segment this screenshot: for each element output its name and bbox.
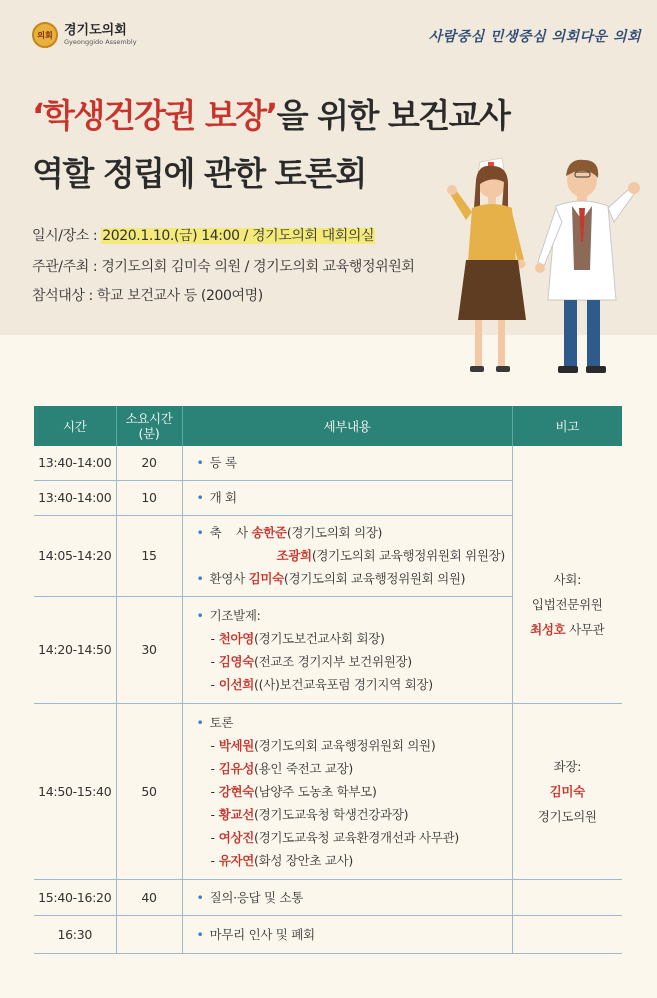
assembly-logo[interactable] — [32, 22, 137, 48]
col-header-minutes: 소요시간 (분) — [116, 406, 182, 446]
speaker-org: (경기도교육청 교육환경개선과 사무관) — [254, 829, 459, 845]
col-header-note: 비고 — [512, 406, 622, 446]
note-moderator-title: 입법전문위원 — [531, 596, 603, 612]
nurse-figure — [447, 158, 526, 372]
title-line1-rest: 을 위한 보건교사 — [276, 96, 510, 135]
detail-item: 질의·응답 및 소통 — [209, 889, 304, 905]
speaker-name: 김영숙 — [218, 653, 255, 669]
speaker-name: 유자연 — [218, 852, 255, 868]
speaker-org: (전교조 경기지부 보건위원장) — [254, 653, 412, 669]
speaker-name: 송한준 — [251, 525, 287, 540]
table-header-row — [34, 406, 622, 446]
speaker-name: 천아영 — [218, 630, 255, 646]
speaker-name: 박세원 — [218, 737, 255, 753]
logo-subtitle: Gyeonggido Assembly — [64, 37, 137, 46]
row-time: 16:30 — [34, 915, 116, 953]
note-moderator-name: 최성호 — [530, 621, 566, 637]
detail-item: 개 회 — [209, 490, 237, 505]
detail-item: 마무리 인사 및 폐회 — [209, 926, 315, 942]
row-minutes: 30 — [116, 596, 182, 703]
table-row — [34, 446, 622, 480]
row-minutes: 50 — [116, 703, 182, 879]
speaker-org: (경기도의회 교육행정위원회 의원) — [283, 571, 466, 586]
note-empty — [512, 915, 622, 953]
page-title-line1 — [32, 90, 509, 137]
speaker-name: 김미숙 — [248, 571, 284, 586]
row-minutes: 15 — [116, 515, 182, 596]
note-chair — [512, 703, 622, 879]
note-moderator-suffix: 사무관 — [565, 621, 605, 637]
speaker-name: 조광희 — [276, 548, 312, 563]
row-time: 13:40-14:00 — [34, 446, 116, 480]
detail-item: 토론 — [209, 714, 234, 730]
info-host: 주관/주최 : 경기도의회 김미숙 의원 / 경기도의회 교육행정위원회 — [32, 259, 415, 275]
row-time: 15:40-16:20 — [34, 879, 116, 915]
speaker-name: 여상진 — [218, 829, 255, 845]
detail-item: 기조발제: — [209, 607, 261, 623]
speaker-org: (남양주 도농초 학부모) — [254, 783, 377, 799]
detail-role: 환영사 — [209, 571, 249, 586]
schedule-table — [34, 406, 622, 954]
note-chair-title: 경기도의원 — [537, 808, 597, 824]
info-date-value: 2020.1.10.(금) 14:00 / 경기도의회 대회의실 — [102, 228, 375, 244]
row-time: 14:20-14:50 — [34, 596, 116, 703]
detail-item: 등 록 — [209, 455, 237, 471]
note-chair-name: 김미숙 — [549, 783, 585, 799]
row-detail: • 기조발제: - 천아영(경기도보건교사회 회장) - 김영숙(전교조 경기지부 보건위원장) - 이선희((사)보건교육포럼 경기지역 회장) — [182, 596, 512, 703]
title-accent: ‘학생건강권 보장’ — [32, 96, 277, 135]
speaker-name: 이선희 — [218, 676, 255, 692]
row-time: 14:50-15:40 — [34, 703, 116, 879]
doctor-figure — [535, 160, 640, 373]
note-moderator-label: 사회: — [553, 571, 581, 587]
row-detail: • 축 사 송한준(경기도의회 의장) 조광희(경기도의회 교육행정위원회 위원장) • 환영사 김미숙(경기도의회 교육행정위원회 의원) — [182, 515, 512, 596]
row-minutes: 10 — [116, 480, 182, 515]
row-detail: • 마무리 인사 및 폐회 — [182, 915, 512, 953]
row-time: 14:05-14:20 — [34, 515, 116, 596]
col-header-detail: 세부내용 — [182, 406, 512, 446]
speaker-org: (경기도교육청 학생건강과장) — [254, 806, 409, 822]
table-row — [34, 915, 622, 953]
slogan: 사람중심 민생중심 의회다운 의회 — [428, 29, 641, 45]
col-header-time: 시간 — [34, 406, 116, 446]
speaker-name: 강현숙 — [218, 783, 255, 799]
speaker-name: 김유성 — [218, 760, 255, 776]
page-title-line2: 역할 정립에 관한 토론회 — [32, 154, 366, 193]
info-target: 참석대상 : 학교 보건교사 등 (200여명) — [32, 288, 263, 304]
table-row — [34, 879, 622, 915]
note-chair-label: 좌장: — [553, 758, 581, 774]
row-detail: • 질의·응답 및 소통 — [182, 879, 512, 915]
assembly-emblem-icon: 의회 — [32, 22, 58, 48]
row-minutes: 40 — [116, 879, 182, 915]
logo-name: 경기도의회 — [64, 22, 127, 38]
speaker-org: ((사)보건교육포럼 경기지역 회장) — [254, 676, 433, 692]
note-empty — [512, 879, 622, 915]
detail-role: 축 사 — [209, 525, 252, 540]
row-minutes: 20 — [116, 446, 182, 480]
speaker-name: 황교선 — [218, 806, 255, 822]
speaker-org: (경기도의회 교육행정위원회 위원장) — [311, 548, 505, 563]
row-minutes — [116, 915, 182, 953]
row-detail: • 등 록 — [182, 446, 512, 480]
info-date-place — [32, 225, 375, 245]
note-moderator — [512, 446, 622, 703]
speaker-org: (화성 장안초 교사) — [254, 852, 353, 868]
row-detail: • 개 회 — [182, 480, 512, 515]
row-detail: • 토론 - 박세원(경기도의회 교육행정위원회 의원) - 김유성(용인 죽전고 교장) - 강현숙(남양주 도농초 학부모) - 황교선(경기도교육청 학생건강과장) - 여상진(경기도교육청 교육환경개선과 사무관) - 유자연(화성 장안초 교사) — [182, 703, 512, 879]
nurse-and-doctor-illustration — [430, 150, 655, 382]
speaker-org: (용인 죽전고 교장) — [254, 760, 353, 776]
speaker-org: (경기도의회 의장) — [286, 525, 383, 540]
speaker-org: (경기도의회 교육행정위원회 의원) — [254, 737, 436, 753]
info-date-label: 일시/장소 : — [32, 228, 102, 244]
speaker-org: (경기도보건교사회 회장) — [254, 630, 385, 646]
row-time: 13:40-14:00 — [34, 480, 116, 515]
table-row — [34, 703, 622, 879]
